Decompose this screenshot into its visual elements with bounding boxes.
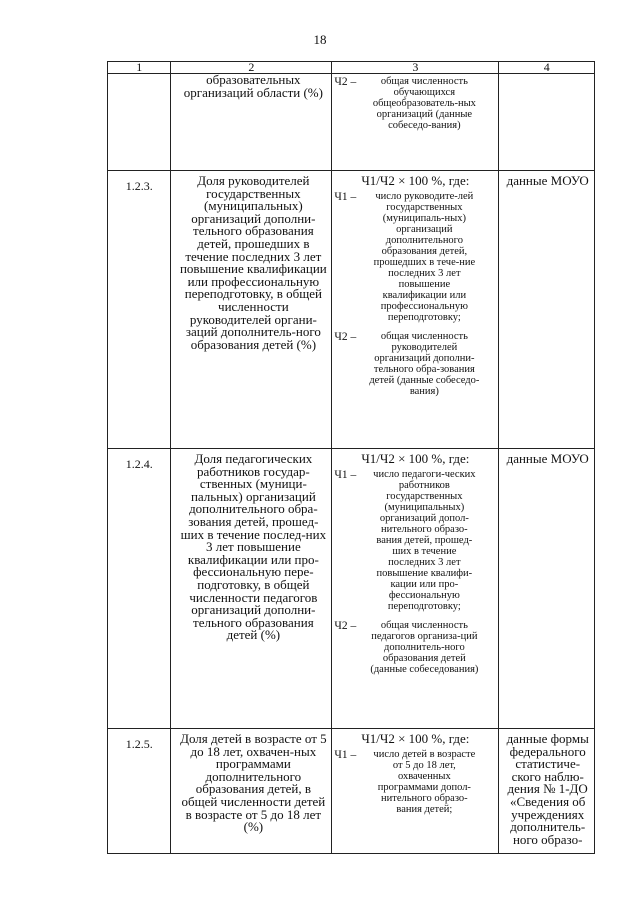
term-text: число руководите-лей государственных (муниципаль-ных) организаций дополнительного образования детей, прошедших в тече-ние последних 3 лет повышение квалификации или профессиональную переподготовку; [373,191,476,323]
formula-term [332,331,498,397]
term-text: общая численность педагогов организа-ций дополнитель-ного образования детей (данные собеседования) [370,620,479,675]
formula-term [332,191,498,323]
indicator-cell: образовательных организаций области (%) [171,74,332,171]
table-row [108,74,595,171]
source-cell: данные МОУО [499,449,595,729]
formula-term [332,469,498,612]
indicator-cell: Доля руководителей государственных (муниципальных) организаций дополни-тельного образования детей, прошедших в течение последних 3 лет повышение квалификации или профессиональную переподготовку, в общей численности руководителей органи-заций дополнитель-ного образования детей (%) [171,171,332,449]
row-number [108,74,171,171]
formula-text: Ч1/Ч2 × 100 %, где: [361,451,470,466]
row-number: 1.2.4. [108,449,171,729]
table-row [108,449,595,729]
indicator-cell: Доля детей в возрасте от 5 до 18 лет, охвачен-ных программами дополнительного образования детей, в общей численности детей в возрасте от 5 до 18 лет (%) [171,729,332,854]
column-header: 2 [171,62,332,74]
term-label: Ч1 – [334,469,357,481]
term-label: Ч2 – [334,620,357,632]
column-header: 1 [108,62,171,74]
formula-cell [332,449,499,729]
column-header: 3 [332,62,499,74]
formula-text: Ч1/Ч2 × 100 %, где: [361,731,470,746]
formula-term [332,749,498,815]
table-row [108,729,595,854]
term-label: Ч2 – [334,76,357,88]
table-row [108,171,595,449]
formula-term [332,76,498,131]
source-cell [499,74,595,171]
term-label: Ч1 – [334,749,357,761]
formula-cell [332,74,499,171]
indicators-table [107,61,595,854]
table-header-row [108,62,595,74]
formula-cell [332,171,499,449]
column-header: 4 [499,62,595,74]
formula-term [332,620,498,675]
formula-cell [332,729,499,854]
term-text: общая численность руководителей организаций дополни-тельного обра-зования детей (данные собеседо-вания) [369,331,480,397]
formula-text: Ч1/Ч2 × 100 %, где: [361,173,470,188]
term-label: Ч2 – [334,331,357,343]
page-number: 18 [313,32,327,47]
row-number: 1.2.3. [108,171,171,449]
row-number: 1.2.5. [108,729,171,854]
source-cell: данные МОУО [499,171,595,449]
term-label: Ч1 – [334,191,357,203]
source-cell: данные формы федерального статистиче-ского наблю-дения № 1-ДО «Сведения об учреждениях дополнитель-ного образо- [499,729,595,854]
indicator-cell: Доля педагогических работников государ-ственных (муници-пальных) организаций дополнительного обра-зования детей, прошед-ших в течение послед-них 3 лет повышение квалификации или про-фессиональную пере-подготовку, в общей численности педагогов организаций дополни-тельного образования детей (%) [171,449,332,729]
term-text: общая численность обучающихся общеобразователь-ных организаций (данные собеседо-вания) [372,76,476,131]
term-text: число детей в возрасте от 5 до 18 лет, охваченных программами допол-нительного образо-вания детей; [373,749,476,815]
term-text: число педагоги-ческих работников государственных (муниципальных) организаций допол-нительного образо-вания детей, прошед-ших в течение последних 3 лет повышение квалифи-кации или про-фессиональную переподготовку; [373,469,476,612]
